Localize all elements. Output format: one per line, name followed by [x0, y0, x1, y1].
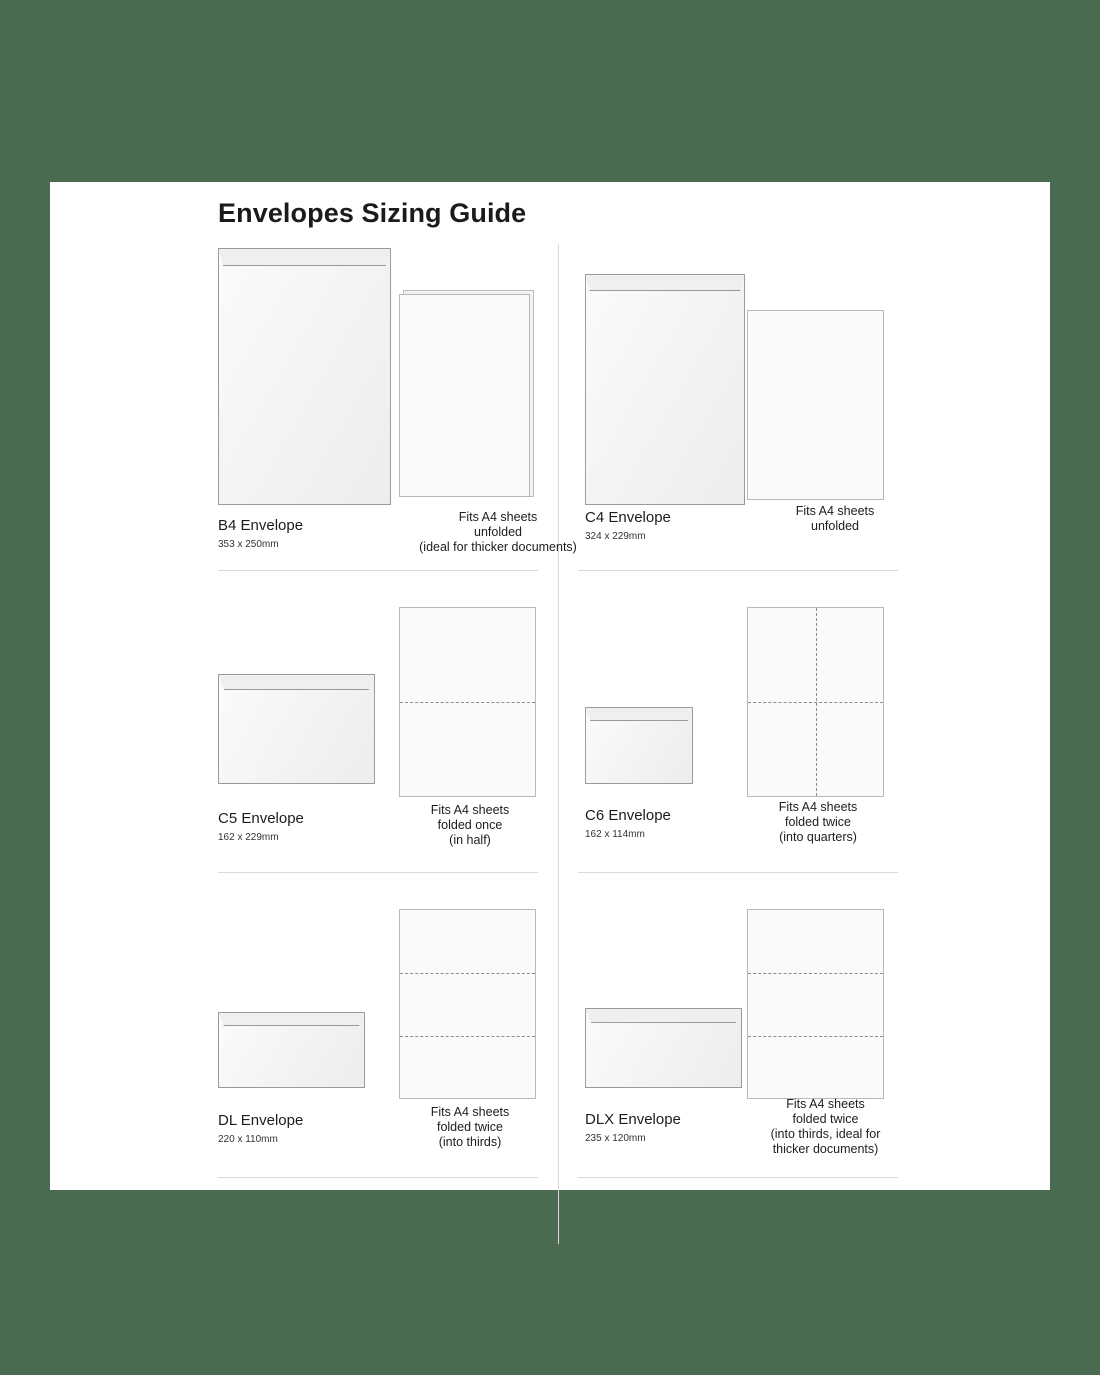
- fold-line-upper: [400, 973, 535, 974]
- fold-line-vertical: [816, 608, 817, 796]
- fits-line-1: Fits A4 sheets: [778, 800, 858, 814]
- fold-line-horizontal: [400, 702, 535, 703]
- envelope-shape-dlx: [585, 1008, 742, 1088]
- fits-line-4: thicker documents): [772, 1142, 879, 1156]
- fits-line-3: (ideal for thicker documents): [419, 540, 577, 554]
- fits-text-c5: [385, 803, 555, 848]
- envelope-dims-dl: 220 x 110mm: [218, 1134, 278, 1145]
- fits-line-2: folded twice: [792, 1112, 859, 1126]
- row-separator-right-1: [578, 570, 898, 571]
- fold-line-lower: [748, 1036, 883, 1037]
- envelope-shape-c5: [218, 674, 375, 784]
- envelope-flap-c4: [585, 274, 745, 291]
- envelope-name-dlx: DLX Envelope: [585, 1111, 681, 1128]
- row-separator-left-3: [218, 1177, 538, 1178]
- envelope-flap-c5: [218, 674, 375, 690]
- fits-line-2: unfolded: [474, 525, 522, 539]
- envelope-dims-b4: 353 x 250mm: [218, 539, 279, 550]
- envelope-dims-c4: 324 x 229mm: [585, 531, 646, 542]
- fits-line-1: Fits A4 sheets: [795, 504, 875, 518]
- guide-page: [50, 182, 1050, 1190]
- fits-line-1: Fits A4 sheets: [430, 803, 510, 817]
- fits-text-c4: [750, 504, 920, 534]
- fold-line-lower: [400, 1036, 535, 1037]
- sheet-c5: [399, 607, 536, 797]
- row-separator-right-3: [578, 1177, 898, 1178]
- envelope-shape-c4: [585, 274, 745, 505]
- envelope-name-c6: C6 Envelope: [585, 807, 671, 824]
- envelope-dims-dlx: 235 x 120mm: [585, 1133, 646, 1144]
- page-title: Envelopes Sizing Guide: [218, 198, 527, 228]
- envelope-shape-b4: [218, 248, 391, 505]
- envelope-dims-c5: 162 x 229mm: [218, 832, 279, 843]
- envelope-name-b4: B4 Envelope: [218, 517, 304, 534]
- fits-text-c6: [733, 800, 903, 845]
- envelope-name-c5: C5 Envelope: [218, 810, 304, 827]
- row-separator-left-1: [218, 570, 538, 571]
- envelope-flap-c6: [585, 707, 693, 721]
- envelope-grid: [50, 182, 1050, 1190]
- fits-line-3: (into thirds): [438, 1135, 502, 1149]
- envelope-name-dl: DL Envelope: [218, 1112, 304, 1129]
- fits-line-1: Fits A4 sheets: [430, 1105, 510, 1119]
- fits-line-2: folded once: [437, 818, 503, 832]
- row-separator-left-2: [218, 872, 538, 873]
- fits-line-2: folded twice: [436, 1120, 503, 1134]
- sheet-dlx: [747, 909, 884, 1099]
- sheet-dl: [399, 909, 536, 1099]
- fits-line-3: (into quarters): [779, 830, 857, 844]
- envelope-flap-dl: [218, 1012, 365, 1026]
- sheet-c6: [747, 607, 884, 797]
- fits-line-3: (in half): [449, 833, 491, 847]
- row-separator-right-2: [578, 872, 898, 873]
- fits-line-1: Fits A4 sheets: [458, 510, 538, 524]
- fits-line-3: (into thirds, ideal for: [770, 1127, 881, 1141]
- fits-line-2: folded twice: [784, 815, 851, 829]
- fits-text-dl: [385, 1105, 555, 1150]
- envelope-shape-dl: [218, 1012, 365, 1088]
- envelope-dims-c6: 162 x 114mm: [585, 829, 645, 840]
- fits-line-2: unfolded: [811, 519, 859, 533]
- sheet-c4: [747, 310, 884, 500]
- fits-line-1: Fits A4 sheets: [786, 1097, 865, 1111]
- sheet-b4: [399, 294, 530, 497]
- envelope-shape-c6: [585, 707, 693, 784]
- envelope-name-c4: C4 Envelope: [585, 509, 671, 526]
- envelope-flap-dlx: [585, 1008, 742, 1023]
- envelope-flap-b4: [218, 248, 391, 266]
- fits-text-dlx: [733, 1097, 918, 1157]
- fold-line-upper: [748, 973, 883, 974]
